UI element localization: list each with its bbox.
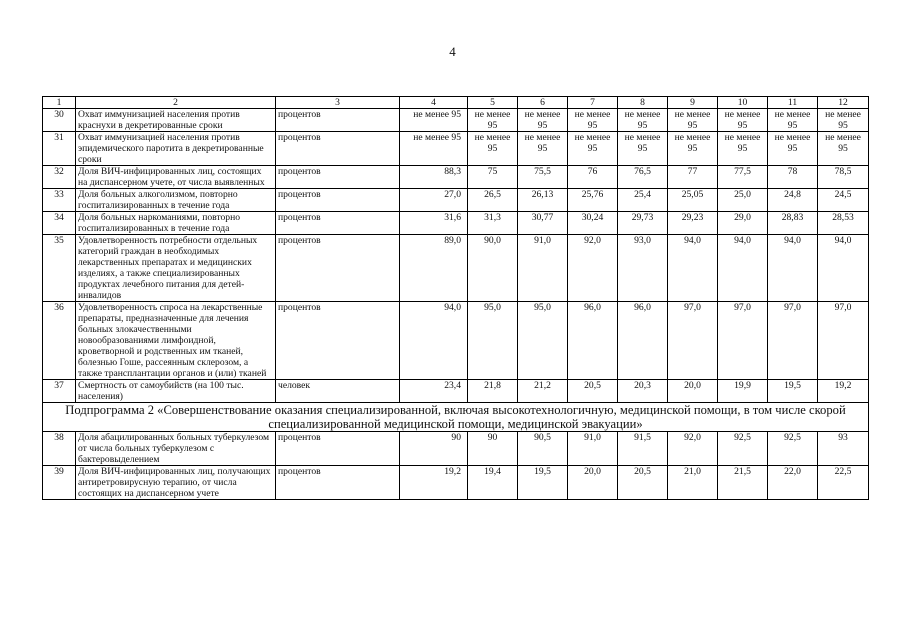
- row-number: 37: [43, 380, 76, 403]
- value-cell: 92,0: [668, 432, 718, 466]
- value-cell: 96,0: [618, 302, 668, 380]
- value-cell: 28,53: [818, 212, 869, 235]
- indicator-name: Доля больных наркоманиями, повторно госпитализированных в течение года: [76, 212, 276, 235]
- indicator-rows: [43, 109, 869, 403]
- unit-of-measure: процентов: [276, 235, 400, 302]
- table-row: [43, 189, 869, 212]
- table-row: [43, 212, 869, 235]
- value-cell: 30,24: [568, 212, 618, 235]
- value-cell: 97,0: [668, 302, 718, 380]
- value-cell: 75: [468, 166, 518, 189]
- value-cell: 19,5: [518, 466, 568, 500]
- subprogram-indicator-rows: [43, 432, 869, 500]
- page-number: 4: [449, 44, 456, 59]
- table-row: [43, 380, 869, 403]
- value-cell: 20,0: [568, 466, 618, 500]
- row-number: 35: [43, 235, 76, 302]
- row-number: 38: [43, 432, 76, 466]
- value-cell: 19,2: [400, 466, 468, 500]
- value-cell: 93,0: [618, 235, 668, 302]
- subprogram-row: [43, 403, 869, 432]
- value-cell: 20,5: [618, 466, 668, 500]
- unit-of-measure: процентов: [276, 189, 400, 212]
- value-cell: не менее 95: [768, 109, 818, 132]
- table-row: [43, 166, 869, 189]
- value-cell: 28,83: [768, 212, 818, 235]
- column-number-cell: 7: [568, 97, 618, 109]
- column-number-cell: 3: [276, 97, 400, 109]
- column-number-cell: 12: [818, 97, 869, 109]
- value-cell: 29,73: [618, 212, 668, 235]
- value-cell: 19,4: [468, 466, 518, 500]
- value-cell: 96,0: [568, 302, 618, 380]
- indicator-name: Удовлетворенность спроса на лекарственные препараты, предназначенные для лечения больных злокачественными новообразованиями лимфоидной, кроветворной и родственных им тканей, болезнью Гоше, рассеянным склерозом, а также трансплантации органов и (или) тканей: [76, 302, 276, 380]
- value-cell: 25,0: [718, 189, 768, 212]
- value-cell: не менее 95: [518, 132, 568, 166]
- indicator-name: Доля ВИЧ-инфицированных лиц, состоящих на диспансерном учете, от числа выявленных: [76, 166, 276, 189]
- value-cell: 91,0: [518, 235, 568, 302]
- value-cell: 95,0: [518, 302, 568, 380]
- value-cell: 90,0: [468, 235, 518, 302]
- indicator-name: Доля абацилированных больных туберкулезом от числа больных туберкулезом с бактеровыделением: [76, 432, 276, 466]
- unit-of-measure: процентов: [276, 302, 400, 380]
- value-cell: 97,0: [768, 302, 818, 380]
- value-cell: 21,8: [468, 380, 518, 403]
- indicator-name: Удовлетворенность потребности отдельных категорий граждан в необходимых лекарственных препаратах и медицинских изделиях, а также специализированных продуктах лечебного питания для детей-инвалидов: [76, 235, 276, 302]
- value-cell: 20,5: [568, 380, 618, 403]
- value-cell: 90: [468, 432, 518, 466]
- unit-of-measure: человек: [276, 380, 400, 403]
- value-cell: 94,0: [400, 302, 468, 380]
- value-cell: 29,23: [668, 212, 718, 235]
- value-cell: не менее 95: [818, 109, 869, 132]
- value-cell: 19,5: [768, 380, 818, 403]
- row-number: 36: [43, 302, 76, 380]
- indicator-table: [42, 96, 869, 500]
- value-cell: не менее 95: [518, 109, 568, 132]
- value-cell: 21,5: [718, 466, 768, 500]
- unit-of-measure: процентов: [276, 132, 400, 166]
- column-number-cell: 2: [76, 97, 276, 109]
- value-cell: 77: [668, 166, 718, 189]
- value-cell: 92,5: [768, 432, 818, 466]
- value-cell: 93: [818, 432, 869, 466]
- value-cell: 22,0: [768, 466, 818, 500]
- unit-of-measure: процентов: [276, 109, 400, 132]
- value-cell: 30,77: [518, 212, 568, 235]
- value-cell: 94,0: [718, 235, 768, 302]
- value-cell: 25,4: [618, 189, 668, 212]
- unit-of-measure: процентов: [276, 212, 400, 235]
- row-number: 33: [43, 189, 76, 212]
- value-cell: не менее 95: [468, 109, 518, 132]
- value-cell: 76: [568, 166, 618, 189]
- row-number: 34: [43, 212, 76, 235]
- value-cell: не менее 95: [468, 132, 518, 166]
- value-cell: 24,5: [818, 189, 869, 212]
- unit-of-measure: процентов: [276, 466, 400, 500]
- column-number-cell: 9: [668, 97, 718, 109]
- unit-of-measure: процентов: [276, 432, 400, 466]
- value-cell: не менее 95: [400, 109, 468, 132]
- value-cell: 97,0: [718, 302, 768, 380]
- value-cell: не менее 95: [618, 132, 668, 166]
- value-cell: не менее 95: [668, 132, 718, 166]
- value-cell: 89,0: [400, 235, 468, 302]
- value-cell: 24,8: [768, 189, 818, 212]
- value-cell: 91,0: [568, 432, 618, 466]
- value-cell: 94,0: [818, 235, 869, 302]
- value-cell: 94,0: [768, 235, 818, 302]
- column-number-cell: 1: [43, 97, 76, 109]
- value-cell: 97,0: [818, 302, 869, 380]
- value-cell: 25,76: [568, 189, 618, 212]
- column-number-cell: 6: [518, 97, 568, 109]
- value-cell: 26,13: [518, 189, 568, 212]
- value-cell: 19,2: [818, 380, 869, 403]
- indicator-name: Охват иммунизацией населения против эпидемического паротита в декретированные сроки: [76, 132, 276, 166]
- value-cell: 31,3: [468, 212, 518, 235]
- value-cell: 27,0: [400, 189, 468, 212]
- value-cell: 20,0: [668, 380, 718, 403]
- value-cell: 78: [768, 166, 818, 189]
- value-cell: 88,3: [400, 166, 468, 189]
- value-cell: 19,9: [718, 380, 768, 403]
- unit-of-measure: процентов: [276, 166, 400, 189]
- value-cell: 75,5: [518, 166, 568, 189]
- value-cell: не менее 95: [718, 132, 768, 166]
- table-row: [43, 235, 869, 302]
- value-cell: 23,4: [400, 380, 468, 403]
- value-cell: 20,3: [618, 380, 668, 403]
- column-number-cell: 11: [768, 97, 818, 109]
- value-cell: 26,5: [468, 189, 518, 212]
- value-cell: 94,0: [668, 235, 718, 302]
- row-number: 30: [43, 109, 76, 132]
- value-cell: не менее 95: [768, 132, 818, 166]
- column-number-cell: 4: [400, 97, 468, 109]
- row-number: 31: [43, 132, 76, 166]
- value-cell: не менее 95: [618, 109, 668, 132]
- column-number-cell: 10: [718, 97, 768, 109]
- table-row: [43, 302, 869, 380]
- column-number-row: [43, 97, 869, 109]
- table-row: [43, 466, 869, 500]
- value-cell: 92,0: [568, 235, 618, 302]
- row-number: 32: [43, 166, 76, 189]
- value-cell: 90,5: [518, 432, 568, 466]
- column-number-cell: 8: [618, 97, 668, 109]
- value-cell: не менее 95: [818, 132, 869, 166]
- value-cell: не менее 95: [568, 109, 618, 132]
- table-row: [43, 432, 869, 466]
- value-cell: 21,2: [518, 380, 568, 403]
- column-number-cell: 5: [468, 97, 518, 109]
- indicator-name: Доля ВИЧ-инфицированных лиц, получающих антиретровирусную терапию, от числа состоящих на диспансерном учете: [76, 466, 276, 500]
- value-cell: 25,05: [668, 189, 718, 212]
- value-cell: не менее 95: [718, 109, 768, 132]
- value-cell: 91,5: [618, 432, 668, 466]
- indicator-name: Доля больных алкоголизмом, повторно госпитализированных в течение года: [76, 189, 276, 212]
- table-row: [43, 109, 869, 132]
- value-cell: не менее 95: [668, 109, 718, 132]
- value-cell: 21,0: [668, 466, 718, 500]
- value-cell: 90: [400, 432, 468, 466]
- value-cell: 29,0: [718, 212, 768, 235]
- subprogram-title: Подпрограмма 2 «Совершенствование оказания специализированной, включая высокотехнологичную, медицинской помощи, в том числе скорой специализированной медицинской помощи, медицинской эвакуации»: [43, 403, 869, 432]
- value-cell: 76,5: [618, 166, 668, 189]
- value-cell: 22,5: [818, 466, 869, 500]
- indicator-name: Смертность от самоубийств (на 100 тыс. населения): [76, 380, 276, 403]
- value-cell: 31,6: [400, 212, 468, 235]
- value-cell: 77,5: [718, 166, 768, 189]
- row-number: 39: [43, 466, 76, 500]
- table-row: [43, 132, 869, 166]
- indicator-name: Охват иммунизацией населения против краснухи в декретированные сроки: [76, 109, 276, 132]
- value-cell: не менее 95: [400, 132, 468, 166]
- value-cell: не менее 95: [568, 132, 618, 166]
- value-cell: 92,5: [718, 432, 768, 466]
- value-cell: 78,5: [818, 166, 869, 189]
- value-cell: 95,0: [468, 302, 518, 380]
